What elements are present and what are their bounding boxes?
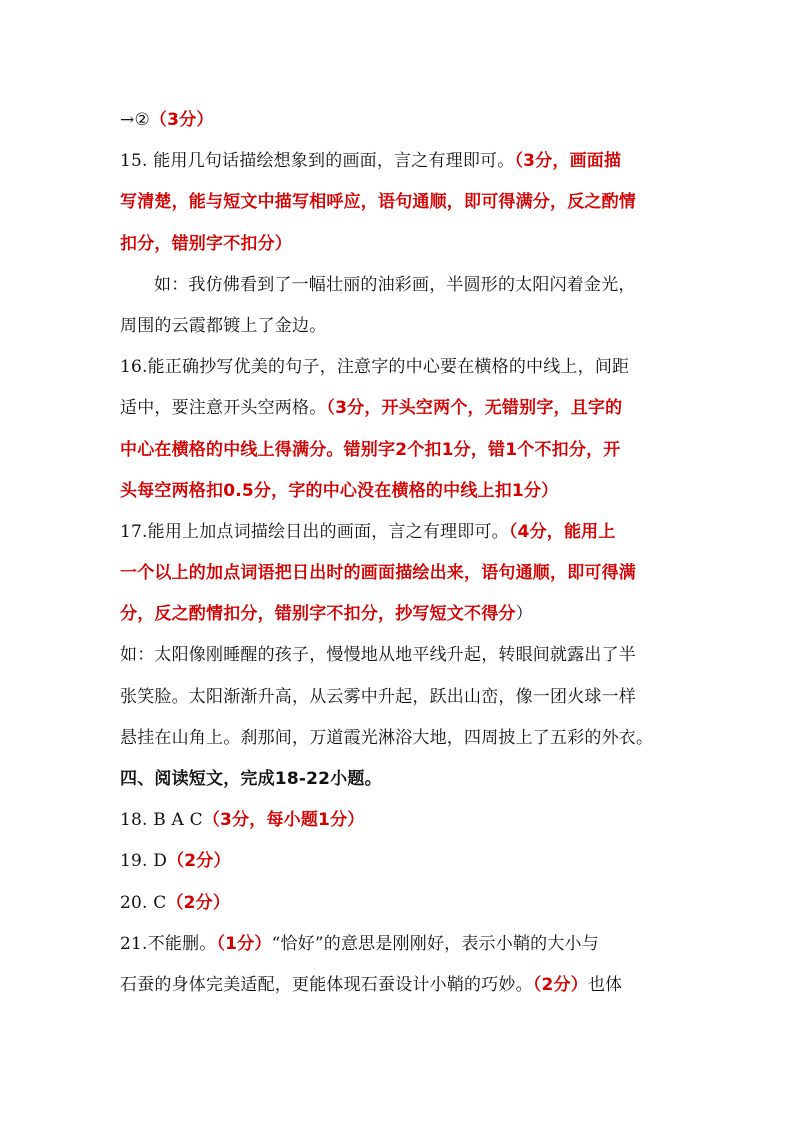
answer-text: 19. D (120, 851, 168, 872)
text-line (120, 841, 674, 882)
answer-text: 16.能正确抄写优美的句子，注意字的中心要在横格的中线上，间距 (120, 357, 630, 378)
text-line (120, 635, 674, 676)
answer-text: 张笑脸。太阳渐渐升高，从云雾中升起，跃出山峦，像一团火球一样 (120, 686, 636, 707)
text-line (120, 347, 674, 388)
text-line (120, 800, 674, 841)
scoring-note: 扣分，错别字不扣分） (120, 233, 292, 254)
scoring-note: 一个以上的加点词语把日出时的画面描绘出来，语句通顺，即可得满 (120, 563, 636, 584)
text-line (120, 265, 674, 306)
answer-text: →② (120, 110, 150, 130)
text-line (120, 965, 674, 1006)
answer-text: “恰好”的意思是刚刚好，表示小鞘的大小与 (271, 933, 599, 954)
answer-text: 石蚕的身体完美适配，更能体现石蚕设计小鞘的巧妙。 (120, 974, 533, 995)
scoring-note: （2分） (166, 892, 231, 913)
scoring-note: 中心在横格的中线上得满分。错别字2个扣1分，错1个不扣分，开 (120, 439, 621, 460)
answer-text: 如：我仿佛看到了一幅壮丽的油彩画，半圆形的太阳闪着金光， (154, 274, 636, 295)
answer-text: 悬挂在山角上。刹那间，万道霞光淋浴大地，四周披上了五彩的外衣。 (120, 727, 654, 748)
scoring-note: 头每空两格扣0.5分，字的中心没在横格的中线上扣1分） (120, 480, 559, 501)
text-line (120, 388, 674, 429)
answer-text: 也体 (587, 974, 623, 995)
scoring-note: （3分） (149, 110, 214, 130)
scoring-note: 分，反之酌情扣分，错别字不扣分，抄写短文不得分 (120, 604, 516, 625)
answer-text: 适中，要注意开头空两格。 (120, 398, 327, 419)
answer-text: 17.能用上加点词描绘日出的画面，言之有理即可。 (120, 521, 509, 542)
answer-text: 如：太阳像刚睡醒的孩子，慢慢地从地平线升起，转眼间就露出了半 (120, 645, 636, 666)
text-line (120, 306, 674, 347)
text-line (120, 471, 674, 512)
scoring-note: （2分） (167, 851, 231, 872)
answer-text: 18. B A C (120, 810, 203, 831)
text-line (120, 883, 674, 924)
answer-text: 21.不能删。 (120, 933, 217, 954)
answer-text: 15. 能用几句话描绘想象到的画面，言之有理即可。 (120, 151, 515, 172)
scoring-note: 写清楚，能与短文中描写相呼应，语句通顺，即可得满分，反之酌情 (120, 192, 636, 213)
section-heading: 四、阅读短文，完成18-22小题。 (120, 769, 382, 789)
text-line (120, 594, 674, 635)
scoring-note: （3分，每小题1分） (202, 810, 365, 831)
text-line (120, 718, 674, 759)
text-line (120, 141, 674, 182)
text-line (120, 430, 674, 471)
text-line (120, 759, 674, 800)
answer-text: ） (515, 604, 533, 625)
text-line (120, 512, 674, 553)
scoring-note: （4分，能用上 (508, 521, 616, 542)
scoring-note: （3分，开头空两个，无错别字，且字的 (326, 398, 623, 419)
text-line (120, 100, 674, 141)
text-line (120, 553, 674, 594)
scoring-note: （1分） (216, 933, 272, 954)
text-line (120, 677, 674, 718)
text-line (120, 182, 674, 223)
scoring-note: （3分，画面描 (514, 151, 622, 172)
scoring-note: （2分） (532, 974, 588, 995)
answer-text: 周围的云霞都镀上了金边。 (120, 315, 327, 336)
text-line (120, 224, 674, 265)
answer-text: 20. C (120, 892, 167, 913)
text-line (120, 924, 674, 965)
